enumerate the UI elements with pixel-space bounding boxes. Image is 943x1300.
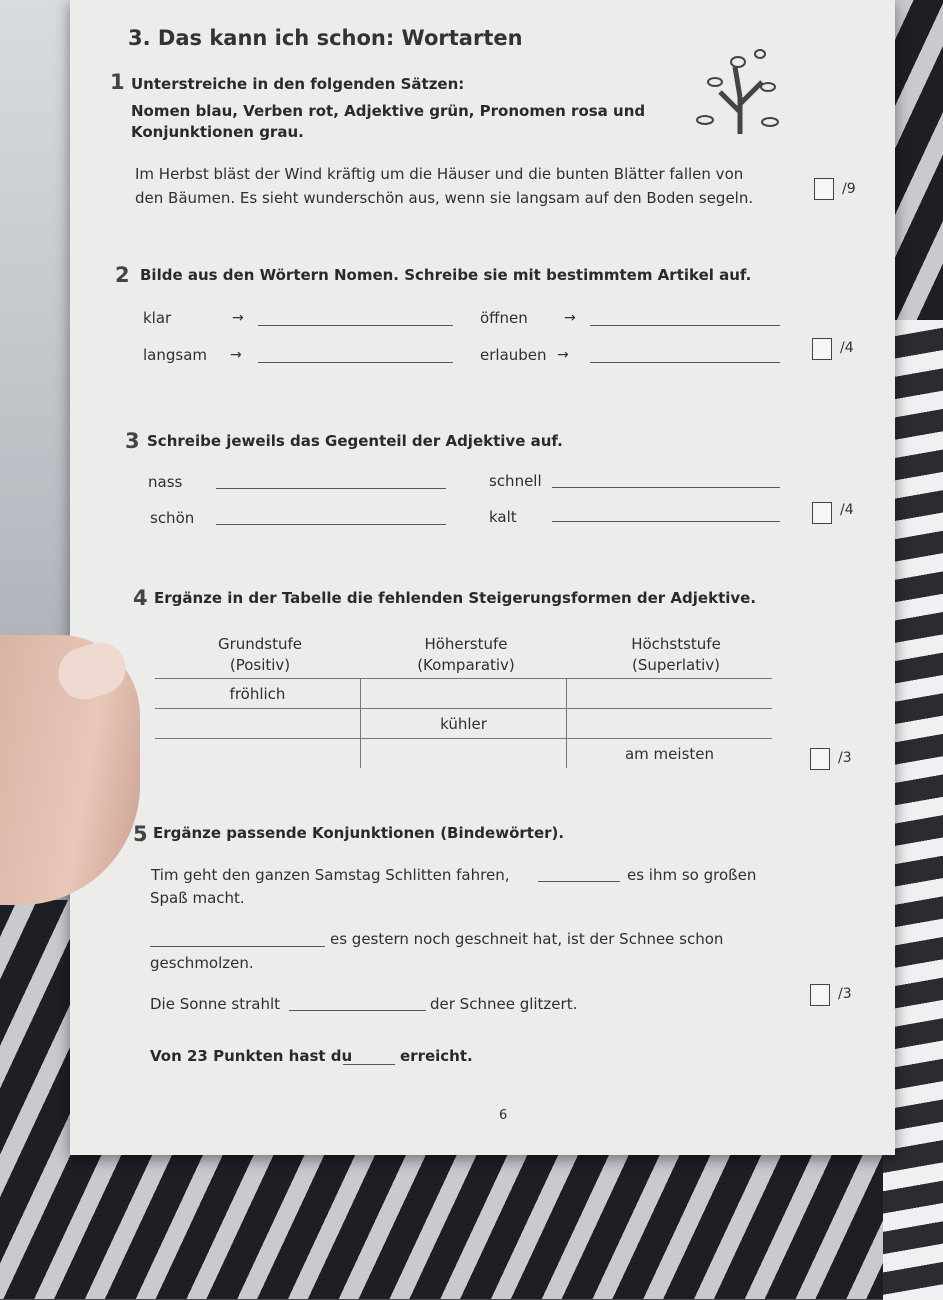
table-cell-empty[interactable] <box>567 709 773 739</box>
task2-word-erlauben: erlauben <box>480 346 547 364</box>
table-cell-empty[interactable] <box>155 739 361 769</box>
task3-answer-line-2[interactable] <box>552 486 780 488</box>
task2-score: /4 <box>840 340 854 356</box>
task2-answer-line-1[interactable] <box>258 324 453 326</box>
task2-answer-line-4[interactable] <box>590 361 780 363</box>
task3-answer-line-1[interactable] <box>216 487 446 489</box>
task2-answer-line-2[interactable] <box>590 324 780 326</box>
task2-word-klar: klar <box>143 309 172 327</box>
task3-word-nass: nass <box>148 473 183 491</box>
table-cell-empty[interactable] <box>361 679 567 709</box>
task5-sentence2-part2: geschmolzen. <box>150 954 254 972</box>
column-header-hoeherstufe: Höherstufe (Komparativ) <box>417 635 515 674</box>
task4-score-box[interactable] <box>810 748 830 770</box>
page-number: 6 <box>499 1108 508 1123</box>
task3-answer-line-4[interactable] <box>552 520 780 522</box>
task5-sentence1-part2: es ihm so großen <box>627 866 757 884</box>
table-cell-empty[interactable] <box>567 679 773 709</box>
task2-number: 2 <box>115 263 130 287</box>
table-row <box>155 679 772 709</box>
task3-word-kalt: kalt <box>489 508 517 526</box>
task1-text-line-1: Im Herbst bläst der Wind kräftig um die Häuser und die bunten Blätter fallen von <box>135 165 744 183</box>
task5-answer-line-1[interactable] <box>538 880 620 882</box>
arrow-icon: → <box>557 347 569 363</box>
task2-instruction: Bilde aus den Wörtern Nomen. Schreibe sie mit bestimmtem Artikel auf. <box>140 266 752 284</box>
task4-instruction: Ergänze in der Tabelle die fehlenden Steigerungsformen der Adjektive. <box>154 589 757 607</box>
task3-score: /4 <box>840 502 854 518</box>
total-points-part1: Von 23 Punkten hast du <box>150 1047 353 1065</box>
task5-sentence3-part1: Die Sonne strahlt <box>150 995 281 1013</box>
table-cell: fröhlich <box>155 679 361 709</box>
task3-word-schoen: schön <box>150 509 195 527</box>
task1-instruction-3: Konjunktionen grau. <box>131 123 304 141</box>
column-header-grundstufe: Grundstufe (Positiv) <box>217 635 303 674</box>
total-points-part2: erreicht. <box>400 1047 473 1065</box>
task1-score-box[interactable] <box>814 178 834 200</box>
task5-sentence3-part2: der Schnee glitzert. <box>430 995 578 1013</box>
task5-score-box[interactable] <box>810 984 830 1006</box>
task3-answer-line-3[interactable] <box>216 523 446 525</box>
table-cell: kühler <box>361 709 567 739</box>
task4-score: /3 <box>838 750 852 766</box>
task2-score-box[interactable] <box>812 338 832 360</box>
arrow-icon: → <box>232 310 244 326</box>
arrow-icon: → <box>230 347 242 363</box>
task4-number: 4 <box>133 586 148 610</box>
task1-number: 1 <box>110 70 125 94</box>
task5-answer-line-2[interactable] <box>150 945 325 947</box>
task3-word-schnell: schnell <box>489 472 542 490</box>
task5-answer-line-3[interactable] <box>289 1009 426 1011</box>
task2-word-langsam: langsam <box>143 346 208 364</box>
task5-instruction: Ergänze passende Konjunktionen (Bindewörter). <box>153 824 565 842</box>
arrow-icon: → <box>564 310 576 326</box>
task1-instruction-2: Nomen blau, Verben rot, Adjektive grün, Pronomen rosa und <box>131 102 646 120</box>
task3-number: 3 <box>125 429 140 453</box>
task3-score-box[interactable] <box>812 502 832 524</box>
task1-text-line-2: den Bäumen. Es sieht wunderschön aus, wenn sie langsam auf den Boden segeln. <box>135 189 754 207</box>
task2-answer-line-3[interactable] <box>258 361 453 363</box>
table-cell-empty[interactable] <box>155 709 361 739</box>
table-cell: am meisten <box>567 739 773 769</box>
task5-sentence1-part1: Tim geht den ganzen Samstag Schlitten fahren, <box>151 866 510 884</box>
total-points-answer-line[interactable] <box>343 1063 395 1065</box>
task5-score: /3 <box>838 986 852 1002</box>
column-header-hoechststufe: Höchststufe (Superlativ) <box>631 635 721 674</box>
comparison-table <box>155 678 772 768</box>
task1-instruction-1: Unterstreiche in den folgenden Sätzen: <box>131 75 465 93</box>
table-row <box>155 739 772 769</box>
tree-illustration <box>690 42 790 138</box>
task2-word-oeffnen: öffnen <box>480 309 528 327</box>
task5-sentence2-part1: es gestern noch geschneit hat, ist der Schnee schon <box>330 930 724 948</box>
task5-number: 5 <box>133 822 148 846</box>
table-cell-empty[interactable] <box>361 739 567 769</box>
task5-sentence1-part3: Spaß macht. <box>150 889 245 907</box>
table-row <box>155 709 772 739</box>
task1-score: /9 <box>842 181 856 197</box>
page-title: 3. Das kann ich schon: Wortarten <box>128 26 523 50</box>
task3-instruction: Schreibe jeweils das Gegenteil der Adjektive auf. <box>147 432 563 450</box>
